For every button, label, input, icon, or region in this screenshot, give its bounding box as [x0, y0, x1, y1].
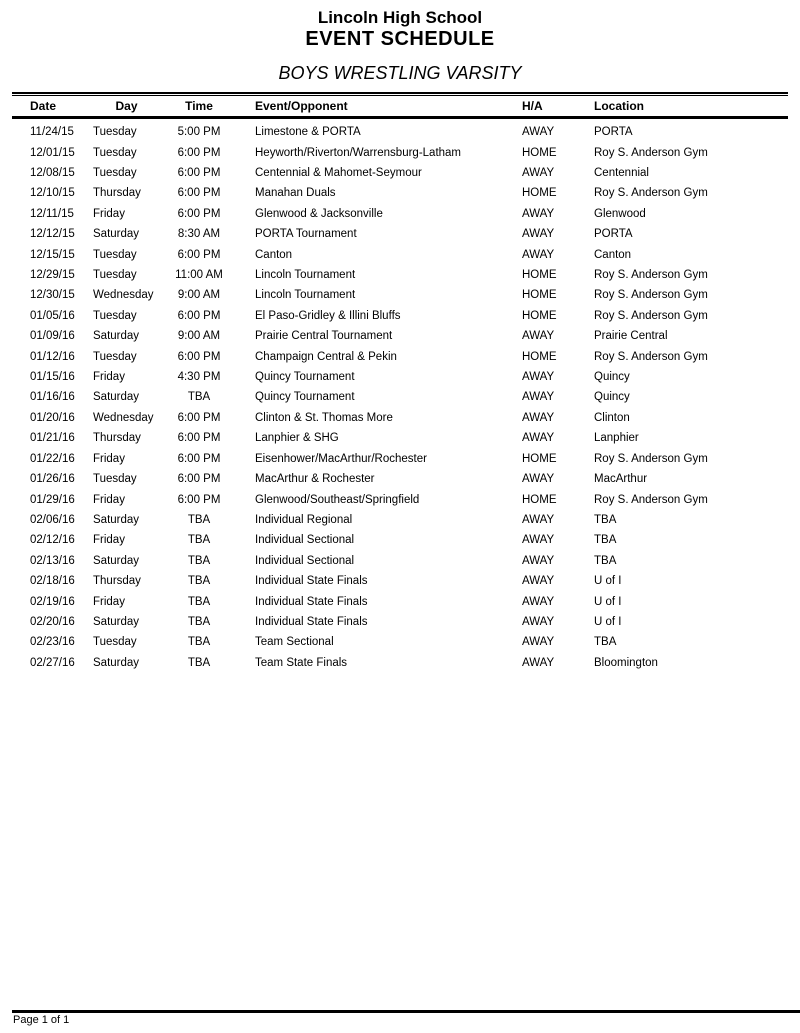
cell-date: 02/19/16 — [30, 595, 75, 608]
cell-time: 6:00 PM — [177, 146, 221, 159]
cell-event: PORTA Tournament — [255, 228, 357, 241]
cell-time: 8:30 AM — [177, 228, 221, 241]
cell-event: Individual State Finals — [255, 615, 368, 628]
cell-location: Roy S. Anderson Gym — [594, 309, 708, 322]
cell-time: 6:00 PM — [177, 167, 221, 180]
cell-time: 6:00 PM — [177, 248, 221, 261]
cell-ha: AWAY — [522, 473, 555, 486]
cell-event: Lincoln Tournament — [255, 269, 356, 282]
table-row — [12, 285, 788, 305]
cell-ha: AWAY — [522, 534, 555, 547]
document-title: EVENT SCHEDULE — [305, 28, 495, 50]
table-top-rule-thick — [12, 92, 788, 94]
cell-event: Individual State Finals — [255, 575, 368, 588]
table-row — [12, 428, 788, 448]
column-header-location: Location — [594, 99, 644, 113]
school-name: Lincoln High School — [317, 8, 483, 27]
cell-location: Canton — [594, 248, 632, 261]
footer-rule — [12, 1010, 800, 1013]
cell-day: Tuesday — [93, 473, 137, 486]
cell-time: 6:00 PM — [177, 350, 221, 363]
cell-day: Tuesday — [93, 636, 137, 649]
cell-event: Heyworth/Riverton/Warrensburg-Latham — [255, 146, 462, 159]
cell-day: Tuesday — [93, 167, 137, 180]
cell-location: U of I — [594, 575, 622, 588]
cell-ha: AWAY — [522, 371, 555, 384]
cell-ha: AWAY — [522, 432, 555, 445]
cell-location: Roy S. Anderson Gym — [594, 289, 708, 302]
cell-ha: AWAY — [522, 554, 555, 567]
table-row — [12, 591, 788, 611]
cell-ha: HOME — [522, 452, 557, 465]
table-row — [12, 469, 788, 489]
cell-event: Lanphier & SHG — [255, 432, 339, 445]
table-header-row — [12, 96, 788, 116]
cell-location: Glenwood — [594, 207, 646, 220]
cell-event: El Paso-Gridley & Illini Bluffs — [255, 309, 401, 322]
table-row — [12, 510, 788, 530]
table-row — [12, 632, 788, 652]
cell-ha: HOME — [522, 269, 557, 282]
cell-location: Prairie Central — [594, 330, 668, 343]
cell-event: Team State Finals — [255, 656, 348, 669]
cell-day: Wednesday — [93, 411, 154, 424]
cell-ha: AWAY — [522, 411, 555, 424]
cell-time: 11:00 AM — [175, 269, 223, 282]
table-row — [12, 265, 788, 285]
cell-location: Roy S. Anderson Gym — [594, 187, 708, 200]
cell-date: 02/27/16 — [30, 656, 75, 669]
cell-ha: AWAY — [522, 575, 555, 588]
cell-day: Tuesday — [93, 146, 137, 159]
table-row — [12, 224, 788, 244]
cell-time: 9:00 AM — [177, 289, 221, 302]
column-header-date: Date — [30, 99, 57, 113]
cell-location: PORTA — [594, 126, 633, 139]
column-header-time: Time — [185, 99, 213, 113]
table-row — [12, 387, 788, 407]
table-row — [12, 551, 788, 571]
cell-location: Quincy — [594, 391, 630, 404]
table-row — [12, 408, 788, 428]
cell-location: Quincy — [594, 371, 630, 384]
cell-day: Thursday — [93, 575, 141, 588]
cell-date: 12/08/15 — [30, 167, 75, 180]
cell-date: 01/15/16 — [30, 371, 75, 384]
cell-event: Individual Sectional — [255, 534, 355, 547]
cell-event: Clinton & St. Thomas More — [255, 411, 393, 424]
cell-date: 02/13/16 — [30, 554, 75, 567]
cell-event: Limestone & PORTA — [255, 126, 361, 139]
table-row — [12, 204, 788, 224]
cell-day: Saturday — [93, 330, 140, 343]
cell-event: Canton — [255, 248, 293, 261]
cell-location: Roy S. Anderson Gym — [594, 269, 708, 282]
cell-event: Individual Regional — [255, 513, 353, 526]
table-row — [12, 530, 788, 550]
cell-day: Friday — [93, 493, 125, 506]
cell-date: 12/10/15 — [30, 187, 75, 200]
cell-time: 6:00 PM — [177, 187, 221, 200]
cell-ha: HOME — [522, 187, 557, 200]
cell-event: Team Sectional — [255, 636, 334, 649]
table-header-rule — [12, 116, 788, 119]
cell-ha: HOME — [522, 350, 557, 363]
table-row — [12, 367, 788, 387]
cell-time: TBA — [187, 636, 211, 649]
table-row — [12, 571, 788, 591]
cell-location: Roy S. Anderson Gym — [594, 452, 708, 465]
cell-date: 01/12/16 — [30, 350, 75, 363]
cell-day: Friday — [93, 452, 125, 465]
cell-event: Glenwood/Southeast/Springfield — [255, 493, 420, 506]
cell-location: Bloomington — [594, 656, 658, 669]
table-row — [12, 489, 788, 509]
cell-date: 12/30/15 — [30, 289, 75, 302]
table-row — [12, 122, 788, 142]
team-subtitle: BOYS WRESTLING VARSITY — [278, 63, 522, 83]
cell-date: 01/09/16 — [30, 330, 75, 343]
cell-date: 01/22/16 — [30, 452, 75, 465]
cell-event: Manahan Duals — [255, 187, 336, 200]
cell-ha: AWAY — [522, 656, 555, 669]
column-header-day: Day — [115, 99, 138, 113]
cell-ha: AWAY — [522, 513, 555, 526]
cell-event: MacArthur & Rochester — [255, 473, 375, 486]
cell-day: Thursday — [93, 187, 141, 200]
table-row — [12, 306, 788, 326]
cell-time: 6:00 PM — [177, 411, 221, 424]
cell-event: Individual Sectional — [255, 554, 355, 567]
cell-day: Tuesday — [93, 350, 137, 363]
cell-ha: AWAY — [522, 248, 555, 261]
cell-day: Saturday — [93, 615, 140, 628]
cell-day: Friday — [93, 534, 125, 547]
cell-date: 12/29/15 — [30, 269, 75, 282]
cell-time: 6:00 PM — [177, 493, 221, 506]
cell-location: Roy S. Anderson Gym — [594, 493, 708, 506]
table-row — [12, 142, 788, 162]
cell-ha: AWAY — [522, 167, 555, 180]
cell-date: 02/18/16 — [30, 575, 75, 588]
cell-day: Thursday — [93, 432, 141, 445]
cell-location: PORTA — [594, 228, 633, 241]
cell-ha: AWAY — [522, 595, 555, 608]
table-row — [12, 326, 788, 346]
cell-ha: AWAY — [522, 207, 555, 220]
table-row — [12, 653, 788, 673]
column-header-event: Event/Opponent — [255, 99, 348, 113]
cell-day: Saturday — [93, 391, 140, 404]
cell-event: Eisenhower/MacArthur/Rochester — [255, 452, 427, 465]
cell-location: Lanphier — [594, 432, 639, 445]
cell-ha: AWAY — [522, 330, 555, 343]
cell-ha: HOME — [522, 493, 557, 506]
table-row — [12, 163, 788, 183]
cell-day: Tuesday — [93, 269, 137, 282]
cell-time: 6:00 PM — [177, 452, 221, 465]
cell-date: 02/23/16 — [30, 636, 75, 649]
cell-time: 6:00 PM — [177, 432, 221, 445]
table-row — [12, 449, 788, 469]
cell-day: Friday — [93, 371, 125, 384]
cell-event: Quincy Tournament — [255, 371, 355, 384]
cell-event: Centennial & Mahomet-Seymour — [255, 167, 422, 180]
cell-event: Champaign Central & Pekin — [255, 350, 397, 363]
table-body — [12, 122, 788, 673]
cell-time: 6:00 PM — [177, 309, 221, 322]
cell-ha: AWAY — [522, 636, 555, 649]
cell-ha: AWAY — [522, 615, 555, 628]
cell-date: 01/05/16 — [30, 309, 75, 322]
cell-location: Clinton — [594, 411, 630, 424]
cell-ha: AWAY — [522, 126, 555, 139]
cell-date: 02/06/16 — [30, 513, 75, 526]
cell-day: Wednesday — [93, 289, 154, 302]
cell-time: TBA — [187, 554, 211, 567]
cell-day: Saturday — [93, 656, 140, 669]
cell-day: Tuesday — [93, 309, 137, 322]
cell-time: TBA — [187, 534, 211, 547]
cell-time: 5:00 PM — [177, 126, 221, 139]
cell-date: 12/15/15 — [30, 248, 75, 261]
cell-day: Friday — [93, 207, 125, 220]
cell-time: TBA — [187, 656, 211, 669]
cell-location: TBA — [594, 534, 617, 547]
cell-time: TBA — [187, 595, 211, 608]
cell-date: 12/11/15 — [30, 207, 74, 220]
cell-ha: HOME — [522, 289, 557, 302]
cell-date: 01/26/16 — [30, 473, 75, 486]
cell-day: Saturday — [93, 554, 140, 567]
cell-location: Roy S. Anderson Gym — [594, 350, 708, 363]
cell-date: 02/20/16 — [30, 615, 75, 628]
cell-date: 02/12/16 — [30, 534, 75, 547]
cell-time: TBA — [187, 391, 211, 404]
page-number: Page 1 of 1 — [13, 1014, 70, 1026]
cell-day: Saturday — [93, 228, 140, 241]
cell-location: Centennial — [594, 167, 649, 180]
cell-time: 9:00 AM — [177, 330, 221, 343]
table-row — [12, 346, 788, 366]
cell-time: 6:00 PM — [177, 207, 221, 220]
cell-day: Tuesday — [93, 126, 137, 139]
cell-time: TBA — [187, 575, 211, 588]
cell-date: 01/21/16 — [30, 432, 75, 445]
cell-day: Tuesday — [93, 248, 137, 261]
cell-location: U of I — [594, 595, 622, 608]
cell-time: 4:30 PM — [177, 371, 221, 384]
table-row — [12, 183, 788, 203]
cell-day: Saturday — [93, 513, 140, 526]
cell-event: Glenwood & Jacksonville — [255, 207, 383, 220]
cell-location: TBA — [594, 513, 617, 526]
column-header-ha: H/A — [522, 99, 543, 113]
cell-location: TBA — [594, 554, 617, 567]
cell-event: Individual State Finals — [255, 595, 368, 608]
cell-date: 12/01/15 — [30, 146, 75, 159]
cell-ha: HOME — [522, 309, 557, 322]
table-row — [12, 612, 788, 632]
cell-date: 11/24/15 — [30, 126, 74, 139]
cell-event: Lincoln Tournament — [255, 289, 356, 302]
cell-date: 01/29/16 — [30, 493, 75, 506]
cell-ha: AWAY — [522, 228, 555, 241]
cell-date: 01/20/16 — [30, 411, 75, 424]
cell-date: 01/16/16 — [30, 391, 75, 404]
cell-event: Prairie Central Tournament — [255, 330, 393, 343]
cell-date: 12/12/15 — [30, 228, 75, 241]
cell-ha: AWAY — [522, 391, 555, 404]
cell-location: U of I — [594, 615, 622, 628]
cell-event: Quincy Tournament — [255, 391, 355, 404]
cell-ha: HOME — [522, 146, 557, 159]
table-row — [12, 244, 788, 264]
cell-time: TBA — [187, 615, 211, 628]
cell-location: TBA — [594, 636, 617, 649]
cell-time: TBA — [187, 513, 211, 526]
cell-location: Roy S. Anderson Gym — [594, 146, 708, 159]
cell-day: Friday — [93, 595, 125, 608]
cell-time: 6:00 PM — [177, 473, 221, 486]
cell-location: MacArthur — [594, 473, 648, 486]
